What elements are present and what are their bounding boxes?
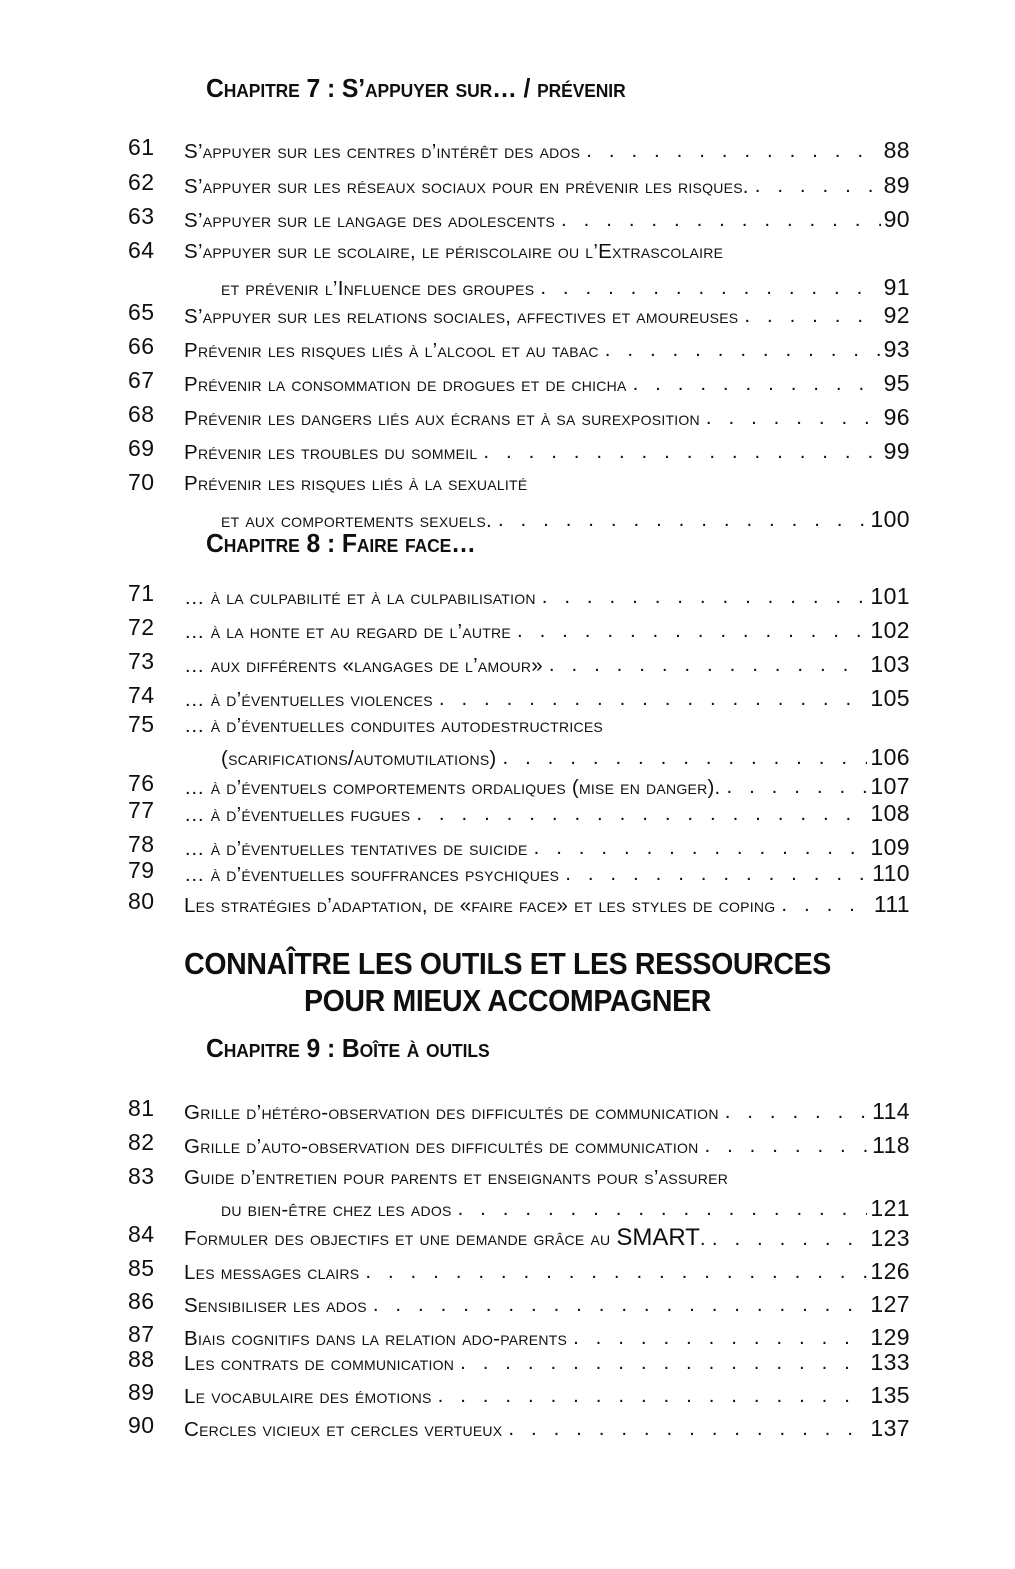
dot-leaders xyxy=(755,176,881,196)
entry-page: 127 xyxy=(870,1291,910,1317)
table-row xyxy=(128,1255,910,1285)
entry-number: 88 xyxy=(128,1346,155,1372)
entry-page: 106 xyxy=(870,744,910,770)
entry-number: 89 xyxy=(128,1379,155,1405)
part-title-line-2: POUR MIEUX ACCOMPAGNER xyxy=(303,983,712,1018)
chapter-heading-8: Chapitre 8 : Faire face… xyxy=(206,530,476,558)
entry-number: 71 xyxy=(128,580,155,606)
entry-number: 66 xyxy=(128,333,155,359)
table-row xyxy=(128,1346,910,1376)
table-row xyxy=(128,203,910,233)
entry-label: Sensibiliser les ados xyxy=(184,1294,367,1317)
dot-leaders xyxy=(726,777,867,797)
entry-label: … à d’éventuelles souffrances psychiques xyxy=(184,863,560,886)
table-row xyxy=(128,614,910,644)
table-row xyxy=(128,299,910,329)
entry-label: Grille d’hétéro-observation des difficultés de communication xyxy=(184,1101,719,1124)
entry-label: Le vocabulaire des émotions xyxy=(184,1385,432,1408)
entry-number: 86 xyxy=(128,1288,155,1314)
dot-leaders xyxy=(704,1136,869,1156)
entry-page: 100 xyxy=(870,506,910,532)
entry-label: Guide d’entretien pour parents et enseignants pour s’assurer xyxy=(184,1166,729,1189)
entry-label: Prévenir les dangers liés aux écrans et à sa surexposition xyxy=(184,407,700,430)
dot-leaders xyxy=(508,1419,867,1439)
entry-label: S’appuyer sur les relations sociales, affectives et amoureuses xyxy=(184,305,739,328)
table-row xyxy=(128,169,910,199)
entry-number: 80 xyxy=(128,888,155,914)
part-title xyxy=(0,945,1015,1019)
entry-number: 84 xyxy=(128,1221,155,1247)
dot-leaders xyxy=(365,1262,867,1282)
table-row xyxy=(128,857,910,887)
entry-label: Les stratégies d’adaptation, de «faire face» et les styles de coping xyxy=(184,894,776,917)
entry-label: S’appuyer sur le langage des adolescents xyxy=(184,209,556,232)
table-row xyxy=(128,1095,910,1125)
dot-leaders xyxy=(439,689,868,709)
entry-number: 79 xyxy=(128,857,155,883)
dot-leaders xyxy=(712,1229,868,1249)
entry-page: 95 xyxy=(883,370,910,396)
entry-number: 85 xyxy=(128,1255,155,1281)
entry-page: 91 xyxy=(883,274,910,300)
entry-label: S’appuyer sur les centres d’intérêt des ados xyxy=(184,140,581,163)
dot-leaders xyxy=(502,748,867,768)
table-row xyxy=(128,1379,910,1409)
dot-leaders xyxy=(460,1353,867,1373)
entry-page: 108 xyxy=(870,800,910,826)
entry-label: Prévenir les risques liés à la sexualité xyxy=(184,472,528,495)
entry-page: 135 xyxy=(870,1382,910,1408)
entry-label: Grille d’auto-observation des difficultés de communication xyxy=(184,1135,699,1158)
entry-page: 101 xyxy=(870,583,910,609)
entry-page: 126 xyxy=(870,1258,910,1284)
entry-label: Prévenir la consommation de drogues et de chicha xyxy=(184,373,627,396)
dot-leaders xyxy=(725,1102,869,1122)
dot-leaders xyxy=(561,210,881,230)
entry-label-continuation: et aux comportements sexuels. xyxy=(221,509,492,532)
entry-label: Formuler des objectifs et une demande grâce au SMART. xyxy=(184,1224,706,1251)
entry-label: Prévenir les troubles du sommeil xyxy=(184,441,478,464)
table-row xyxy=(128,1192,910,1222)
table-row xyxy=(128,333,910,363)
entry-number: 77 xyxy=(128,797,155,823)
table-row xyxy=(128,580,910,610)
dot-leaders xyxy=(416,804,867,824)
entry-page: 129 xyxy=(870,1324,910,1350)
entry-page: 92 xyxy=(883,302,910,328)
entry-label: … à d’éventuelles fugues xyxy=(184,803,411,826)
table-row xyxy=(128,1288,910,1318)
entry-page: 90 xyxy=(883,206,910,232)
entry-label: Biais cognitifs dans la relation ado-parents xyxy=(184,1327,568,1350)
table-row xyxy=(128,682,910,712)
entry-number: 62 xyxy=(128,169,155,195)
table-row xyxy=(128,401,910,431)
entry-label: S’appuyer sur le scolaire, le périscolaire ou l’Extrascolaire xyxy=(184,240,724,263)
table-row xyxy=(128,1129,910,1159)
entry-label: … à d’éventuelles violences xyxy=(184,688,433,711)
entry-number: 72 xyxy=(128,614,155,640)
entry-number: 64 xyxy=(128,237,155,263)
entry-number: 73 xyxy=(128,648,155,674)
entry-page: 133 xyxy=(870,1349,910,1375)
entry-label: S’appuyer sur les réseaux sociaux pour en prévenir les risques. xyxy=(184,175,749,198)
entry-number: 75 xyxy=(128,711,155,737)
entry-number: 68 xyxy=(128,401,155,427)
table-row xyxy=(128,770,910,800)
entry-label: Les messages clairs xyxy=(184,1261,360,1284)
entry-number: 69 xyxy=(128,435,155,461)
dot-leaders xyxy=(534,838,868,858)
entry-number: 76 xyxy=(128,770,155,796)
entry-label-continuation: et prévenir l’Influence des groupes xyxy=(221,277,535,300)
dot-leaders xyxy=(605,340,881,360)
dot-leaders xyxy=(633,374,881,394)
entry-page: 102 xyxy=(870,617,910,643)
dot-leaders xyxy=(565,864,869,884)
entry-label: Cercles vicieux et cercles vertueux xyxy=(184,1418,503,1441)
chapter-heading-9: Chapitre 9 : Boîte à outils xyxy=(206,1035,490,1063)
table-row xyxy=(128,1163,910,1193)
dot-leaders xyxy=(540,278,880,298)
entry-label: … à d’éventuelles tentatives de suicide xyxy=(184,837,528,860)
entry-number: 83 xyxy=(128,1163,155,1189)
entry-label: Les contrats de communication xyxy=(184,1352,455,1375)
dot-leaders xyxy=(549,655,868,675)
entry-number: 70 xyxy=(128,469,155,495)
entry-page: 111 xyxy=(873,891,910,917)
dot-leaders xyxy=(573,1328,867,1348)
table-row xyxy=(128,435,910,465)
entry-page: 110 xyxy=(872,860,910,886)
entry-page: 93 xyxy=(883,336,910,362)
entry-page: 114 xyxy=(872,1098,910,1124)
dot-leaders xyxy=(517,621,867,641)
entry-page: 96 xyxy=(883,404,910,430)
dot-leaders xyxy=(781,895,870,915)
table-row xyxy=(128,888,910,918)
entry-number: 67 xyxy=(128,367,155,393)
entry-page: 137 xyxy=(870,1415,910,1441)
entry-label: … à la culpabilité et à la culpabilisation xyxy=(184,586,536,609)
entry-number: 90 xyxy=(128,1412,155,1438)
dot-leaders xyxy=(744,306,880,326)
table-row xyxy=(128,797,910,827)
table-row xyxy=(128,237,910,267)
dot-leaders xyxy=(498,510,867,530)
table-row xyxy=(128,711,910,741)
entry-label: … à d’éventuels comportements ordaliques (mise en danger). xyxy=(184,776,721,799)
table-row xyxy=(128,1221,910,1251)
table-row xyxy=(128,503,910,533)
dot-leaders xyxy=(586,141,880,161)
entry-label: … aux différents «langages de l’amour» xyxy=(184,654,543,677)
entry-number: 61 xyxy=(128,134,155,160)
entry-page: 99 xyxy=(883,438,910,464)
table-row xyxy=(128,1412,910,1442)
dot-leaders xyxy=(458,1199,868,1219)
entry-page: 107 xyxy=(870,773,910,799)
entry-page: 89 xyxy=(883,172,910,198)
dot-leaders xyxy=(483,442,880,462)
dot-leaders xyxy=(438,1386,868,1406)
entry-label-continuation: (scarifications/automutilations) xyxy=(221,747,497,770)
chapter-heading-7: Chapitre 7 : S’appuyer sur… / prévenir xyxy=(206,75,626,103)
entry-page: 118 xyxy=(872,1132,910,1158)
entry-number: 81 xyxy=(128,1095,155,1121)
entry-page: 121 xyxy=(870,1195,910,1221)
entry-label: Prévenir les risques liés à l’alcool et au tabac xyxy=(184,339,599,362)
dot-leaders xyxy=(542,587,868,607)
table-row xyxy=(128,271,910,301)
dot-leaders xyxy=(373,1295,868,1315)
entry-label-continuation: du bien-être chez les ados xyxy=(221,1198,452,1221)
entry-number: 87 xyxy=(128,1321,155,1347)
entry-number: 63 xyxy=(128,203,155,229)
entry-page: 105 xyxy=(870,685,910,711)
table-row xyxy=(128,648,910,678)
entry-number: 74 xyxy=(128,682,155,708)
entry-number: 82 xyxy=(128,1129,155,1155)
entry-number: 65 xyxy=(128,299,155,325)
entry-label: … à la honte et au regard de l’autre xyxy=(184,620,511,643)
table-row xyxy=(128,469,910,499)
table-row xyxy=(128,367,910,397)
entry-label: … à d’éventuelles conduites autodestructrices xyxy=(184,714,603,737)
entry-page: 103 xyxy=(870,651,910,677)
table-row xyxy=(128,134,910,164)
entry-page: 88 xyxy=(883,137,910,163)
part-title-line-1: CONNAÎTRE LES OUTILS ET LES RESSOURCES xyxy=(184,946,831,981)
dot-leaders xyxy=(706,408,881,428)
entry-number: 78 xyxy=(128,831,155,857)
entry-page: 123 xyxy=(870,1225,910,1251)
entry-page: 109 xyxy=(870,834,910,860)
table-row xyxy=(128,741,910,771)
